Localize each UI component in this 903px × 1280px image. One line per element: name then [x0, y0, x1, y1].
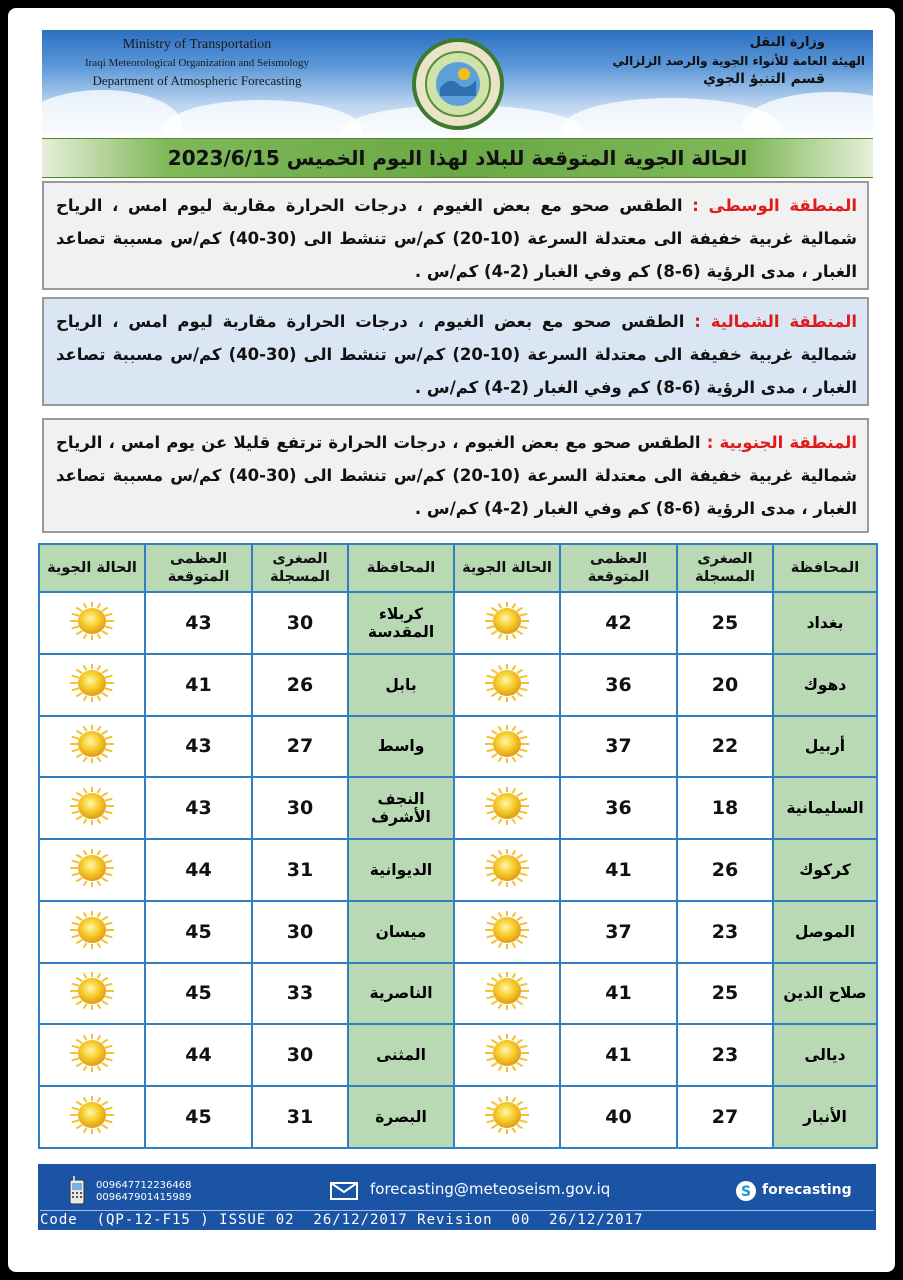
- min-temp-cell: 23: [677, 1024, 773, 1086]
- min-temp-cell: 30: [252, 592, 348, 654]
- max-temp-cell: 36: [560, 654, 677, 716]
- max-temp-cell: 41: [560, 1024, 677, 1086]
- weather-cell: [39, 839, 145, 901]
- weather-cell: [454, 1086, 560, 1148]
- region-north: [42, 297, 869, 406]
- sun-icon: [481, 601, 533, 641]
- min-temp-cell: 18: [677, 777, 773, 839]
- max-temp-cell: 41: [145, 654, 252, 716]
- weather-cell: [39, 1086, 145, 1148]
- document-code-line: Code (QP-12-F15 ) ISSUE 02 26/12/2017 Revision 00 26/12/2017: [40, 1210, 874, 1229]
- weather-cell: [454, 963, 560, 1025]
- table-row: [39, 1024, 877, 1086]
- governorate-cell: الموصل: [773, 901, 877, 963]
- organization-name-en: Iraqi Meteorological Organization and Seismology: [84, 57, 310, 69]
- region-central: [42, 181, 869, 290]
- ministry-name-ar: وزارة النقل: [749, 35, 825, 50]
- table-row: [39, 777, 877, 839]
- sun-icon: [481, 1095, 533, 1135]
- region-text: الطقس صحو مع بعض الغيوم ، درجات الحرارة ترتفع قليلا عن يوم امس ، الرياح شمالية غربية خفيفة الى معتدلة السرعة (10-20) كم/س تنشط الى (30-40) كم/س مسببة تصاعد الغبار ، مدى الرؤية (6-8) كم وفي الغبار (2-4) كم/س .: [56, 433, 857, 518]
- max-temp-cell: 37: [560, 716, 677, 778]
- min-temp-cell: 20: [677, 654, 773, 716]
- governorate-cell: أربيل: [773, 716, 877, 778]
- governorate-cell: المثنى: [348, 1024, 454, 1086]
- max-temp-cell: 45: [145, 901, 252, 963]
- min-temp-cell: 27: [252, 716, 348, 778]
- phone-number: 009647901415989: [96, 1192, 192, 1203]
- weather-cell: [454, 654, 560, 716]
- table-header-row: [39, 544, 877, 592]
- sun-icon: [66, 1095, 118, 1135]
- min-temp-cell: 26: [677, 839, 773, 901]
- governorate-cell: ميسان: [348, 901, 454, 963]
- department-name-en: Department of Atmospheric Forecasting: [92, 73, 302, 88]
- phone-numbers: [96, 1180, 191, 1204]
- weather-cell: [454, 1024, 560, 1086]
- max-temp-cell: 43: [145, 716, 252, 778]
- table-row: [39, 963, 877, 1025]
- region-name: المنطقة الجنوبية :: [706, 433, 858, 452]
- table-row: [39, 716, 877, 778]
- weather-cell: [39, 1024, 145, 1086]
- weather-cell: [454, 839, 560, 901]
- min-temp-cell: 33: [252, 963, 348, 1025]
- organization-name-ar: الهيئة العامة للأنواء الجوية والرصد الزلزالي: [612, 54, 865, 68]
- governorate-cell: الأنبار: [773, 1086, 877, 1148]
- max-temp-cell: 37: [560, 901, 677, 963]
- max-temp-cell: 41: [560, 839, 677, 901]
- ministry-name-en: Ministry of Transportation: [122, 37, 272, 52]
- min-temp-cell: 25: [677, 592, 773, 654]
- region-south: [42, 418, 869, 533]
- region-text: الطقس صحو مع بعض الغيوم ، درجات الحرارة مقاربة ليوم امس ، الرياح شمالية غربية خفيفة الى معتدلة السرعة (10-20) كم/س تنشط الى (30-40) كم/س مسببة تصاعد الغبار ، مدى الرؤية (6-8) كم وفي الغبار (2-4) كم/س .: [56, 196, 857, 281]
- skype-icon: [735, 1180, 757, 1202]
- title-text: الحالة الجوية المتوقعة للبلاد لهذا اليوم الخميس 2023/6/15: [167, 146, 748, 170]
- governorate-cell: السليمانية: [773, 777, 877, 839]
- table-row: [39, 839, 877, 901]
- header-weather: الحالة الجوية: [454, 544, 560, 592]
- header-banner: [42, 30, 873, 135]
- weather-cell: [39, 901, 145, 963]
- sun-icon: [481, 910, 533, 950]
- email-address[interactable]: forecasting@meteoseism.gov.iq: [370, 1180, 611, 1198]
- table-row: [39, 592, 877, 654]
- max-temp-cell: 40: [560, 1086, 677, 1148]
- sun-icon: [481, 971, 533, 1011]
- sun-icon: [66, 786, 118, 826]
- region-text: الطقس صحو مع بعض الغيوم ، درجات الحرارة مقاربة ليوم امس ، الرياح شمالية غربية خفيفة الى معتدلة السرعة (10-20) كم/س تنشط الى (30-40) كم/س مسببة تصاعد الغبار ، مدى الرؤية (6-8) كم وفي الغبار (2-4) كم/س .: [56, 312, 857, 397]
- footer: [38, 1164, 876, 1230]
- header-governorate: المحافظة: [348, 544, 454, 592]
- sun-icon: [66, 663, 118, 703]
- weather-cell: [454, 716, 560, 778]
- governorate-cell: الديوانية: [348, 839, 454, 901]
- min-temp-cell: 27: [677, 1086, 773, 1148]
- sun-icon: [481, 1033, 533, 1073]
- min-temp-cell: 26: [252, 654, 348, 716]
- weather-cell: [39, 592, 145, 654]
- governorate-cell: بغداد: [773, 592, 877, 654]
- sun-icon: [481, 786, 533, 826]
- max-temp-cell: 43: [145, 592, 252, 654]
- weather-cell: [39, 777, 145, 839]
- forecast-table: [38, 543, 878, 1149]
- min-temp-cell: 31: [252, 1086, 348, 1148]
- header-min: الصغرى المسجلة: [252, 544, 348, 592]
- sun-icon: [66, 848, 118, 888]
- header-governorate: المحافظة: [773, 544, 877, 592]
- sun-icon: [481, 663, 533, 703]
- table-row: [39, 654, 877, 716]
- table-row: [39, 1086, 877, 1148]
- weather-cell: [454, 592, 560, 654]
- sun-icon: [481, 848, 533, 888]
- header-weather: الحالة الجوية: [39, 544, 145, 592]
- governorate-cell: بابل: [348, 654, 454, 716]
- sun-icon: [66, 910, 118, 950]
- weather-cell: [39, 654, 145, 716]
- min-temp-cell: 22: [677, 716, 773, 778]
- sun-icon: [66, 724, 118, 764]
- governorate-cell: ديالى: [773, 1024, 877, 1086]
- max-temp-cell: 42: [560, 592, 677, 654]
- sun-icon: [481, 724, 533, 764]
- table-row: [39, 901, 877, 963]
- max-temp-cell: 43: [145, 777, 252, 839]
- governorate-cell: الناصرية: [348, 963, 454, 1025]
- governorate-cell: كركوك: [773, 839, 877, 901]
- governorate-cell: واسط: [348, 716, 454, 778]
- header-max: العظمى المتوقعة: [560, 544, 677, 592]
- phone-icon: [68, 1176, 86, 1206]
- governorate-cell: النجف الأشرف: [348, 777, 454, 839]
- header-max: العظمى المتوقعة: [145, 544, 252, 592]
- skype-handle[interactable]: forecasting: [762, 1182, 852, 1198]
- min-temp-cell: 25: [677, 963, 773, 1025]
- svg-text:S: S: [740, 1184, 752, 1200]
- header-arabic: [605, 34, 865, 88]
- sun-icon: [66, 971, 118, 1011]
- max-temp-cell: 41: [560, 963, 677, 1025]
- max-temp-cell: 44: [145, 1024, 252, 1086]
- weather-cell: [454, 901, 560, 963]
- max-temp-cell: 45: [145, 963, 252, 1025]
- organization-logo: [412, 38, 504, 130]
- header-english: [52, 36, 342, 90]
- region-name: المنطقة الشمالية :: [694, 312, 857, 331]
- weather-cell: [454, 777, 560, 839]
- min-temp-cell: 23: [677, 901, 773, 963]
- sun-icon: [66, 601, 118, 641]
- page-title: [42, 138, 873, 178]
- weather-cell: [39, 963, 145, 1025]
- footer-contacts: [38, 1168, 876, 1208]
- min-temp-cell: 31: [252, 839, 348, 901]
- max-temp-cell: 45: [145, 1086, 252, 1148]
- weather-cell: [39, 716, 145, 778]
- max-temp-cell: 44: [145, 839, 252, 901]
- phone-number: 009647712236468: [96, 1180, 192, 1191]
- region-name: المنطقة الوسطى :: [692, 196, 857, 215]
- governorate-cell: كربلاء المقدسة: [348, 592, 454, 654]
- governorate-cell: صلاح الدين: [773, 963, 877, 1025]
- email-icon: [330, 1182, 358, 1200]
- governorate-cell: البصرة: [348, 1086, 454, 1148]
- department-name-ar: قسم التنبؤ الجوي: [703, 71, 825, 87]
- sun-icon: [66, 1033, 118, 1073]
- min-temp-cell: 30: [252, 777, 348, 839]
- min-temp-cell: 30: [252, 901, 348, 963]
- max-temp-cell: 36: [560, 777, 677, 839]
- min-temp-cell: 30: [252, 1024, 348, 1086]
- header-min: الصغرى المسجلة: [677, 544, 773, 592]
- governorate-cell: دهوك: [773, 654, 877, 716]
